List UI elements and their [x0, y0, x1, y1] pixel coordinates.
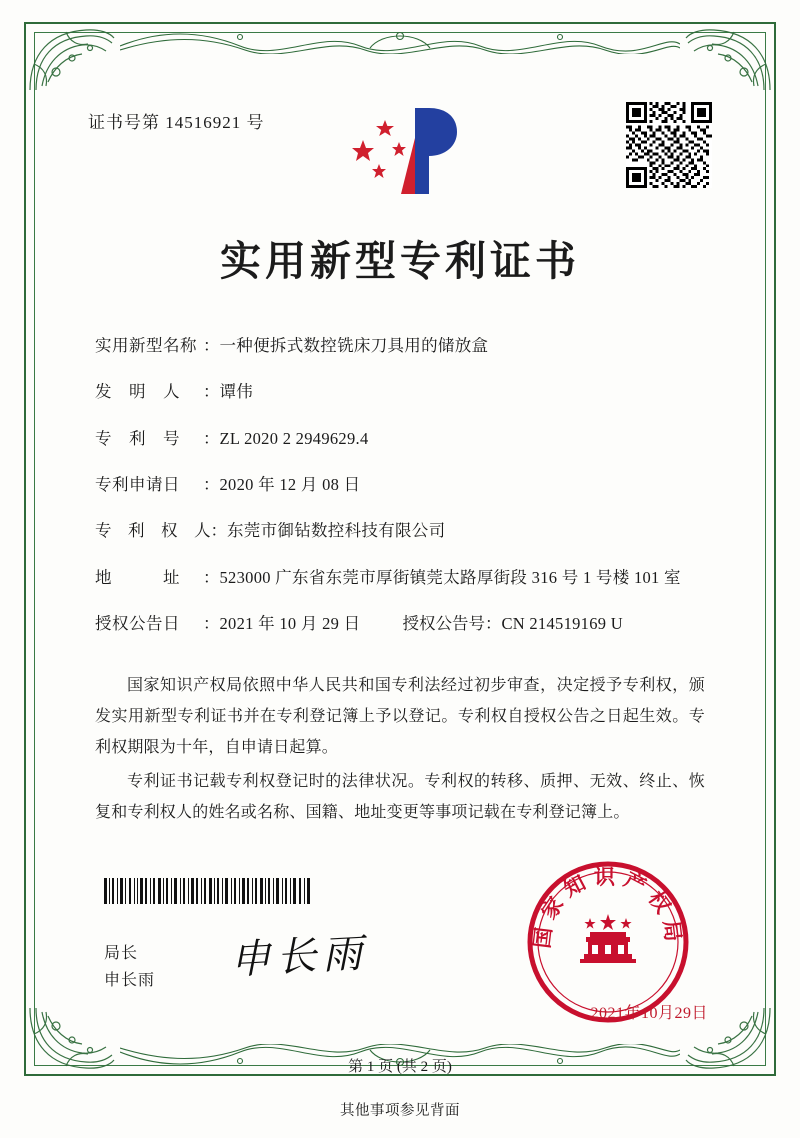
page-number: 第 1 页 (共 2 页) [348, 1059, 452, 1075]
field-row-grant-announcement [95, 608, 705, 639]
field-colon: ： [203, 428, 220, 448]
cnipa-logo-icon [345, 98, 465, 208]
corner-ornament-top-left [26, 24, 118, 94]
field-value: 谭伟 [219, 382, 254, 402]
field-list [95, 330, 705, 654]
field-row-application-date [95, 469, 705, 500]
top-ornament [120, 28, 680, 54]
field-colon: ： [203, 336, 220, 355]
field-label: 专利申请日 [95, 475, 180, 495]
field-label: 发 明 人 [95, 382, 180, 402]
barcode [104, 878, 314, 904]
field-label: 授权公告日 [95, 614, 180, 634]
field-row-address [95, 562, 705, 593]
field-label: 专 利 号 [95, 428, 180, 448]
field-colon: ： [203, 567, 220, 587]
page-title: 实用新型专利证书 [220, 238, 580, 284]
field-value: ZL 2020 2 2949629.4 [219, 428, 369, 448]
director-role-label: 局长 [104, 945, 139, 962]
field-label: 专 利 权 人 [95, 521, 211, 541]
qr-code-icon [626, 102, 712, 188]
field-value-announcement-number: CN 214519169 U [501, 614, 623, 634]
field-label: 地 址 [95, 567, 180, 587]
field-colon: ： [203, 475, 220, 495]
field-label: 实用新型名称 [95, 336, 197, 355]
director-name-label: 申长雨 [104, 972, 156, 990]
field-row-patentee [95, 515, 705, 546]
field-value: 一种便拆式数控铣床刀具用的储放盒 [219, 336, 489, 355]
seal-date: 2021年10月29日 [590, 1005, 708, 1022]
director-signature: 申长雨 [229, 930, 370, 983]
signature-labels [104, 940, 155, 994]
svg-text:国家知识产权局: 国家知识产权局 [529, 865, 687, 950]
field-value: 523000 广东省东莞市厚街镇莞太路厚街段 316 号 1 号楼 101 室 [219, 567, 681, 587]
certificate-number: 证书号第 14516921 号 [88, 113, 265, 132]
field-label-announcement-number: 授权公告号： [402, 614, 502, 634]
field-value: 2020 年 12 月 08 日 [219, 475, 361, 495]
field-colon: ： [210, 521, 227, 541]
corner-ornament-top-right [682, 24, 774, 94]
field-row-utility-model-name [95, 330, 705, 361]
field-row-inventor [95, 376, 705, 407]
field-colon: ： [203, 382, 220, 402]
paragraph-1: 国家知识产权局依照中华人民共和国专利法经过初步审查，决定授予专利权，颁发实用新型专利证书并在专利登记簿上予以登记。专利权自授权公告之日起生效。专利权期限为十年，自申请日起算。 [95, 677, 705, 757]
footer-note: 其他事项参见背面 [340, 1103, 460, 1119]
field-value: 东莞市御钻数控科技有限公司 [227, 521, 446, 541]
field-value: 2021 年 10 月 29 日 [219, 614, 361, 634]
body-text [95, 670, 705, 830]
paragraph-2: 专利证书记载专利权登记时的法律状况。专利权的转移、质押、无效、终止、恢复和专利权人的姓名或名称、国籍、地址变更等事项记载在专利登记簿上。 [95, 772, 705, 821]
field-colon: ： [203, 614, 220, 634]
field-row-patent-number [95, 423, 705, 454]
